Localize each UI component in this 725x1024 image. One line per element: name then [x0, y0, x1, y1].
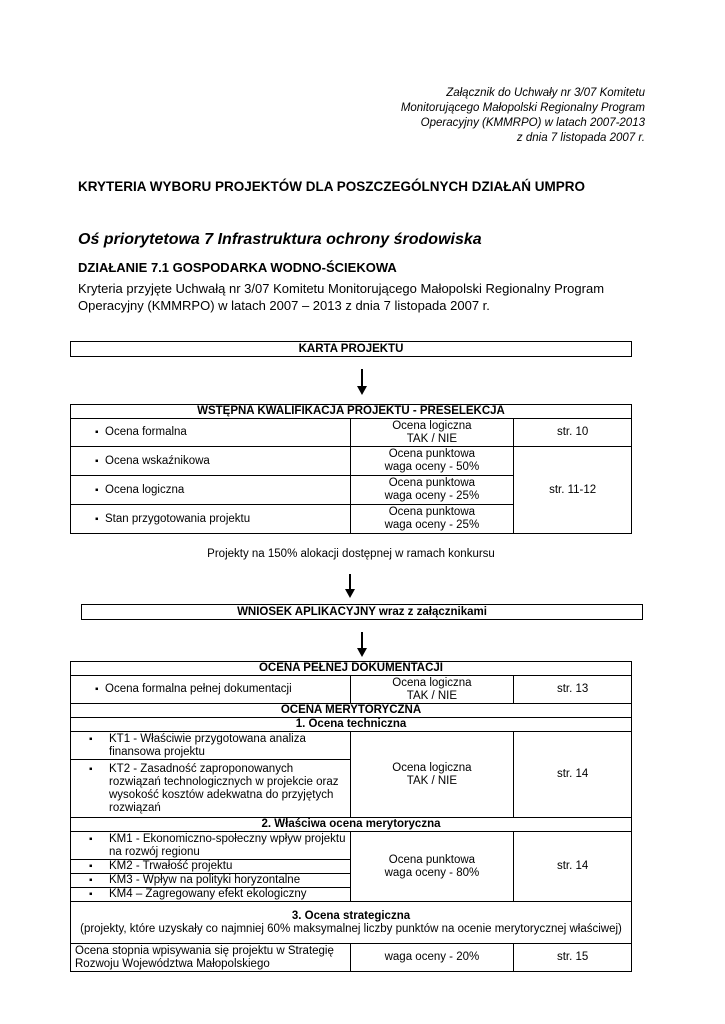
full-doc-title: OCENA PEŁNEJ DOKUMENTACJI	[71, 662, 632, 676]
attachment-note	[300, 86, 645, 146]
criterion-label: ▪ Ocena formalna	[75, 426, 346, 439]
attachment-note-line: Monitorującego Małopolski Regionalny Program	[400, 102, 645, 114]
application-box: WNIOSEK APLIKACYJNY wraz z załącznikami	[81, 604, 643, 620]
criterion-cell	[71, 732, 351, 760]
evaluation-type: Ocena logiczna	[392, 761, 472, 774]
intro-text: Kryteria przyjęte Uchwałą nr 3/07 Komitetu Monitorującego Małopolski Regionalny Program Operacyjny (KMMRPO) w latach 2007 – 2013 z dnia 7 listopada 2007 r.	[78, 281, 605, 313]
attachment-note-line: Załącznik do Uchwały nr 3/07 Komitetu	[446, 87, 645, 99]
karta-projektu-box: KARTA PROJEKTU	[70, 341, 632, 357]
merit-proper-title: 2. Właściwa ocena merytoryczna	[71, 818, 632, 832]
evaluation-value: waga oceny - 25%	[384, 490, 480, 502]
criterion-cell	[71, 832, 351, 860]
criterion-cell	[71, 476, 351, 505]
evaluation-value: waga oceny - 80%	[384, 866, 480, 879]
evaluation-value: TAK / NIE	[406, 774, 458, 787]
technical-title: 1. Ocena techniczna	[71, 718, 632, 732]
evaluation-type: Ocena punktowa	[388, 506, 476, 518]
evaluation-type: Ocena punktowa	[388, 477, 476, 489]
evaluation-value: TAK / NIE	[406, 432, 458, 445]
evaluation-cell	[350, 832, 514, 902]
merit-title: OCENA MERYTORYCZNA	[71, 704, 632, 718]
evaluation-value: waga oceny - 50%	[384, 461, 480, 473]
criterion-label: ▪ KM4 – Zagregowany efekt ekologiczny	[75, 888, 346, 901]
criterion-label: ▪ KM3 - Wpływ na polityki horyzontalne	[75, 874, 346, 887]
flow-arrow	[357, 369, 367, 395]
criterion-cell	[71, 874, 351, 888]
evaluation-cell	[350, 419, 514, 447]
criterion-cell	[71, 860, 351, 874]
flow-arrow	[357, 632, 367, 657]
evaluation-cell	[350, 676, 514, 704]
criterion-label: ▪ KM1 - Ekonomiczno-społeczny wpływ projektu na rozwój regionu	[75, 833, 346, 859]
evaluation-value: TAK / NIE	[406, 689, 458, 702]
criterion-label: ▪ Stan przygotowania projektu	[75, 513, 346, 526]
attachment-note-line: Operacyjny (KMMRPO) w latach 2007-2013	[420, 117, 645, 129]
strategic-title: 3. Ocena strategiczna	[291, 909, 411, 922]
page-ref: str. 13	[514, 676, 632, 704]
allocation-note: Projekty na 150% alokacji dostępnej w ramach konkursu	[207, 548, 495, 560]
page-ref: str. 14	[514, 832, 632, 902]
criterion-cell	[71, 944, 351, 972]
evaluation-cell	[350, 476, 514, 505]
evaluation-type: Ocena punktowa	[388, 448, 476, 460]
criterion-label: ▪ Ocena formalna pełnej dokumentacji	[75, 683, 346, 696]
evaluation-cell	[350, 732, 514, 818]
flow-arrow	[345, 574, 355, 598]
criterion-cell	[71, 447, 351, 476]
criterion-label: ▪ KM2 - Trwałość projektu	[75, 860, 346, 873]
evaluation-cell	[350, 447, 514, 476]
criterion-cell	[71, 676, 351, 704]
strategic-note: (projekty, które uzyskały co najmniej 60% maksymalnej liczby punktów na ocenie merytorycznej właściwej)	[80, 922, 622, 935]
page-ref: str. 10	[514, 419, 632, 447]
criterion-label: ▪ KT2 - Zasadność zaproponowanych rozwiązań technologicznych w projekcie oraz wysokość kosztów adekwatna do przyjętych rozwiązań	[75, 763, 346, 815]
criterion-label: ▪ KT1 - Właściwie przygotowana analiza finansowa projektu	[75, 733, 346, 759]
criterion-cell	[71, 760, 351, 818]
evaluation-value: waga oceny - 25%	[384, 519, 480, 531]
criterion-cell	[71, 419, 351, 447]
evaluation-type: Ocena punktowa	[388, 853, 476, 866]
evaluation-type: Ocena logiczna	[392, 676, 472, 689]
page-ref: str. 15	[514, 944, 632, 972]
main-title: KRYTERIA WYBORU PROJEKTÓW DLA POSZCZEGÓLNYCH DZIAŁAŃ UMPRO	[78, 179, 585, 194]
full-documentation-table	[70, 661, 632, 972]
page-ref: str. 11-12	[514, 447, 632, 534]
attachment-note-line: z dnia 7 listopada 2007 r.	[516, 132, 645, 144]
evaluation-cell	[350, 505, 514, 534]
criterion-label: ▪ Ocena logiczna	[75, 484, 346, 497]
preselection-table	[70, 404, 632, 534]
evaluation-type: Ocena logiczna	[392, 419, 472, 432]
axis-title: Oś priorytetowa 7 Infrastruktura ochrony środowiska	[78, 231, 482, 248]
page-ref: str. 14	[514, 732, 632, 818]
criterion-cell	[71, 505, 351, 534]
criterion-label: Ocena stopnia wpisywania się projektu w Strategię Rozwoju Województwa Małopolskiego	[75, 944, 334, 970]
criterion-cell	[71, 888, 351, 902]
preselection-title: WSTĘPNA KWALIFIKACJA PROJEKTU - PRESELEKCJA	[71, 405, 632, 419]
action-title: DZIAŁANIE 7.1 GOSPODARKA WODNO-ŚCIEKOWA	[78, 260, 397, 275]
evaluation-value: waga oceny - 20%	[350, 944, 514, 972]
strategic-block	[71, 902, 632, 944]
criterion-label: ▪ Ocena wskaźnikowa	[75, 455, 346, 468]
